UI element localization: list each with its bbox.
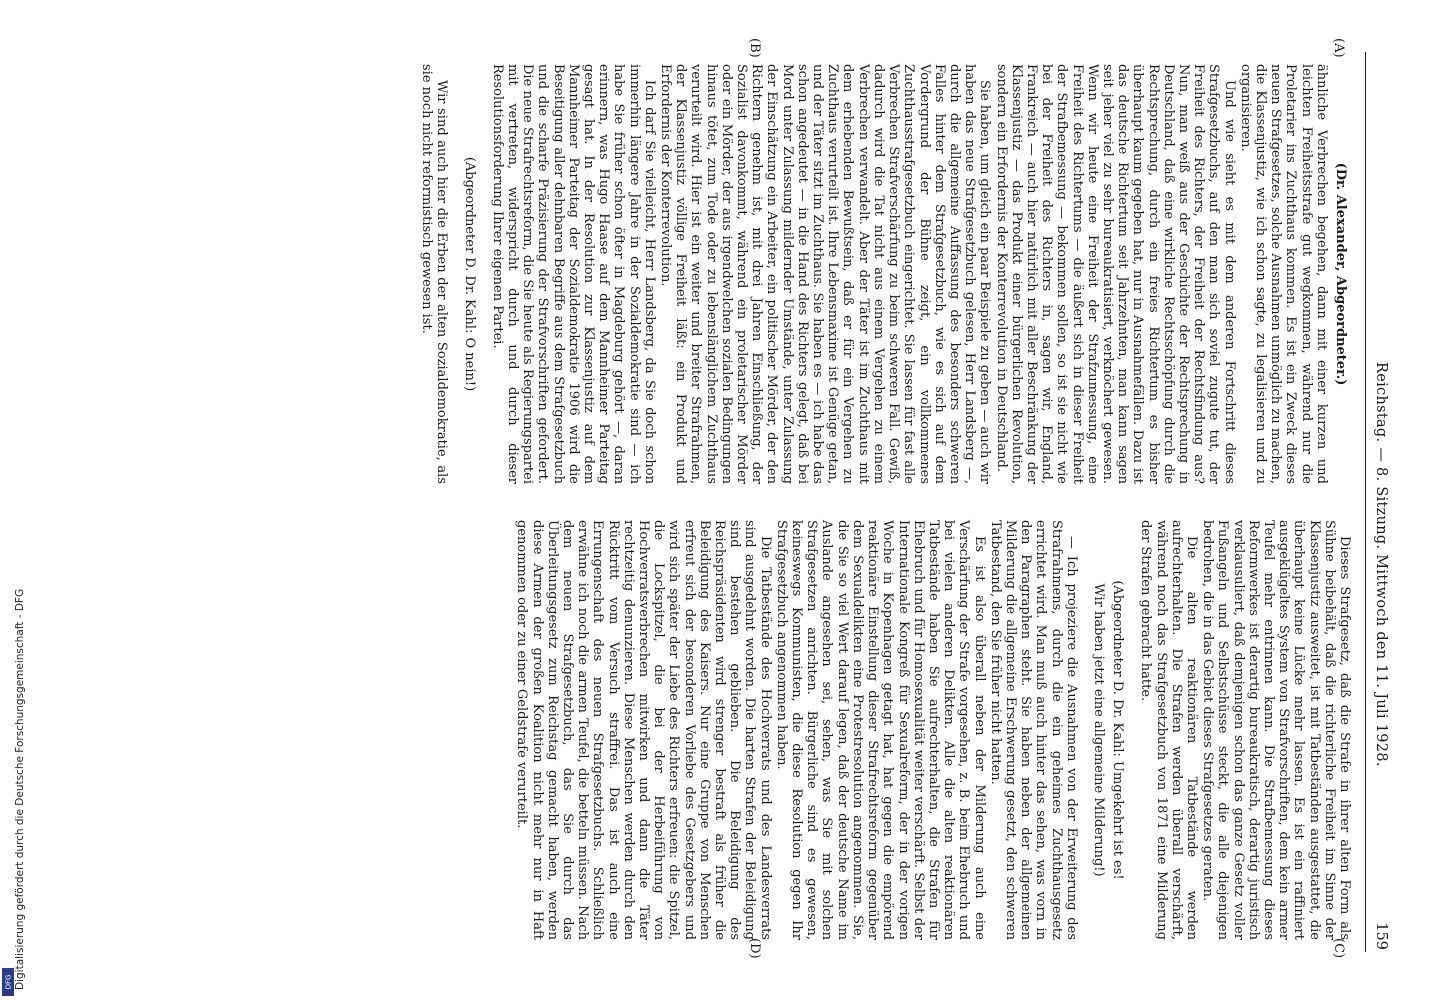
paragraph: Die alten reaktionären Tatbestände werden aufrechterhalten. Die Strafen werden überall verschärft, während noch das Strafgesetzbuch von 1871 eine Milderung der Strafen gebracht hatte. bbox=[1138, 520, 1199, 940]
margin-mark-b: (B) bbox=[747, 38, 762, 58]
document-page bbox=[132, 38, 1392, 959]
paragraph: Die Tatbestände des Hochverrats und des Landesverrats sind ausgedehnt worden. Die harten Strafen der Beleidigung sind bestehen geblieben. Die Beleidigung des Reichspräsidenten wird strenger bestraft als früher die Beleidigung des Kaisers. Nur eine Gruppe von Menschen erfreut sich der besonderen Vorliebe des Gesetzgebers und wird sich später der Liebe des Richters erfreuen: die Spitzel, die Lockspitzel, die bei der Herbeiführung von Hochverratsverbrechen mitwirken und dann die Täter rechtzeitig denunzieren. Diese Menschen werden durch den Rücktritt vom Versuch straffrei. Das ist auch eine Errungenschaft des neuen Strafgesetzbuchs. Schließlich erwähne ich noch die armen Teufel, die betteln müssen. Nach dem neuen Strafgesetzbuch, das Sie durch das Überleitungsgesetz zum Reichstag gemacht haben, werden diese Armen der großen Koalition nicht mehr nur in Haft genommen oder zu einer Geldstrafe verurteilt. bbox=[514, 520, 773, 940]
left-column bbox=[418, 64, 1352, 484]
margin-mark-c: (C) bbox=[1331, 938, 1346, 959]
paragraph: — Ich projeziere die Ausnahmen von der Erweiterung des Strafrahmens, durch die ein geheimes Zuchthausgesetz errichtet wird. Man muß auch hinter das sehen, was vorn in den Paragraphen steht. Sie haben neben der allgemeinen Milderung die allgemeine Erschwerung gesetzt, den schweren Tatbestand, den Sie früher nicht hatten. bbox=[987, 520, 1079, 940]
interjection: (Abgeordneter D. Dr. Kahl: O nein!) bbox=[461, 156, 477, 392]
speaker-line: (Dr. Alexander, Abgeordneter.) bbox=[1333, 162, 1348, 386]
paragraph: Sie haben, um gleich ein paar Beispiele zu geben — auch wir haben das neue Strafgesetzbuch gelesen, Herr Landsberg —, durch die allgemeine Auffassung des besonders schweren Falles hinter dem Strafgesetzbuch, wie es sich auf dem Vordergrund der Bühne zeigt, ein vollkommenes Zuchthausstrafgesetzbuch eingerichtet. Sie lassen für fast alle Verbrechen Strafverschärfung zu beim schweren Fall. Gewiß, dadurch wird die Tat nicht aus einem Vergehen zu einem Verbrechen verwandelt. Aber der Täter ist im Zuchthaus mit dem erhebenden Bewußtsein, daß er für ein Vergehen zu Zuchthaus verurteilt ist. Ihre Lebensmaxime ist Genüge getan, und der Täter sitzt im Zuchthaus. Sie haben es — ich habe das schon angedeutet — in die Hand des Richters gelegt, daß bei Mord unter Zulassung mildernder Umstände, unter Zulassung der Einschätzung ein Arbeiter, ein politischer Mörder, der den Richtern genehm ist, mit drei Jahren Einschließung, der Sozialist davonkommt, während ein proletarischer Mörder oder ein Mörder, der aus irgendwelchen sozialen Bedingungen hinaus tötet, zum Tode oder zu lebenslänglichem Zuchthaus verurteilt wird. Hier ist ein weiter und breiter Strafrahmen, der Klassenjustiz völlige Freiheit läßt: ein Produkt und Erfordernis der Konterrevolution. bbox=[658, 64, 993, 484]
paragraph: Und wie sieht es mit dem anderen Fortschritt dieses Strafgesetzbuchs, auf den man sich soviel zugute tut, der Freiheit des Richters, der Freiheit der Rechtsfindung aus? Nun, man weiß aus der Geschichte der Rechtsprechung in Deutschland, daß eine wirkliche Rechtsschöpfung durch die Rechtsprechung, durch ein freies Richtertum es bisher überhaupt kaum gegeben hat, nur in Ausnahmefällen. Dazu ist das deutsche Richtertum seit Jahrzehnten, man kann sagen seit jeher viel zu sehr bureaukratisiert, verknöchert gewesen. Wenn wir heute eine Freiheit der Strafzumessung, eine Freiheit des Richtertums — die äußert sich in dieser Freiheit der Strafbemessung — bekommen sollen, so ist sie nicht wie bei der Freiheit des Richters in, sagen wir, England, Frankreich — auch hier natürlich mit aller Beschränkung der Klassenjustiz — das Produkt einer bürgerlichen Revolution, sondern ein Erfordernis der Konterrevolution in Deutschland. bbox=[993, 64, 1237, 484]
paragraph: Dieses Strafgesetz, daß die Strafe in ihrer alten Form als Sühne beibehält, daß die richterliche Freiheit im Sinne der Klassenjustiz ausweitet, ist mit Tatbeständen ausgestattet, die überhaupt keine Lücke mehr lassen. Es ist ein raffiniert ausgeklügeltes System von Strafvorschriften, dem kein armer Teufel mehr entrinnen kann. Die Strafbemessung dieses Reformwerkes ist derartig bureaukratisch, derartig juristisch verklausuliert, daß demjenigen schon das ganze Gesetz voller Fußangeln und Selbstschüsse steckt, die alle diejenigen bedrohen, die in das Gebiet dieses Strafgesetzes geraten. bbox=[1200, 520, 1352, 940]
paragraph: Es ist also überall neben der Milderung auch eine Verschärfung der Strafe vorgesehen, z. B. beim Ehebruch und bei vielen anderen Delikten. Alle die alten reaktionären Tatbestände haben Sie aufrechterhalten, die Strafen für Ehebruch und für Homosexualität weiter verschärft. Selbst der Internationale Kongreß für Sexualreform, der in der vorigen Woche in Kopenhagen getagt hat, hat gegen die empörend reaktionäre Einstellung dieser Strafrechtsreform gegenüber dem Sexualdelikten eine Protestresolution angenommen. Sie, die Sie so viel Wert darauf legen, daß der deutsche Name im Auslande angesehen sei, sehen, was Sie mit solchen Strafgesetzen anrichten. Bürgerliche sind es gewesen, keineswegs Kommunisten, die diese Resolution gegen Ihr Strafgesetzbuch angenommen haben. bbox=[773, 520, 987, 940]
paragraph: ähnliche Verbrechen begehen, dann mit einer kurzen und leichten Freiheitsstrafe gut wegkommen, während nur die Proletarier ins Zuchthaus kommen. Es ist ein Zweck dieses neuen Strafgesetzes, solche Ausnahmen unmöglich zu machen, die Klassenjustiz, wie ich schon sagte, zu legalisieren und zu organisieren. bbox=[1237, 64, 1329, 484]
page-header bbox=[1365, 52, 1392, 952]
right-column bbox=[513, 520, 1352, 940]
dfg-logo-text: DFG bbox=[4, 974, 12, 990]
interjection: (Abgeordneter D. Dr. Kahl: Umgekehrt ist es! bbox=[1110, 580, 1126, 880]
interjection: Wir haben jetzt eine allgemeine Milderung!) bbox=[1090, 583, 1106, 877]
margin-mark-a: (A) bbox=[1331, 38, 1346, 58]
sidebar bbox=[0, 300, 26, 1000]
margin-mark-d: (D) bbox=[747, 938, 762, 959]
paragraph: Wir sind auch hier die Erben der alten Sozialdemokratie, als sie noch nicht reformistisch gewesen ist. bbox=[419, 64, 450, 484]
page-number: 159 bbox=[1373, 922, 1389, 950]
sidebar-credit-text: Digitalisierung gefördert durch die Deutsche Forschungsgemeinschaft - DFG bbox=[14, 588, 26, 990]
dfg-logo bbox=[2, 968, 14, 996]
paragraph: Ich darf Sie vielleicht, Herr Landsberg, da Sie doch schon immerhin längere Jahre in der Sozialdemokratie sind — ich habe Sie früher schon öfter in Magdeburg gehört —, daran erinnern, was Hugo Haase auf dem Mannheimer Parteitag gesagt hat. In der Resolution zur Klassenjustiz auf dem Mannheimer Parteitag der Sozialdemokratie 1906 wird die Beseitigung aller dehnbaren Begriffe aus dem Strafgesetzbuch und die scharfe Präzisierung der Strafvorschriften gefordert. Die neue Strafrechtsreform, die Sie heute als Regierungspartei mit vertreten, widerspricht durch und durch dieser Resolutionsforderung Ihrer eigenen Partei. bbox=[489, 64, 657, 484]
header-title: Reichstag. — 8. Sitzung. Mittwoch den 11. Juli 1928. bbox=[1373, 362, 1389, 767]
